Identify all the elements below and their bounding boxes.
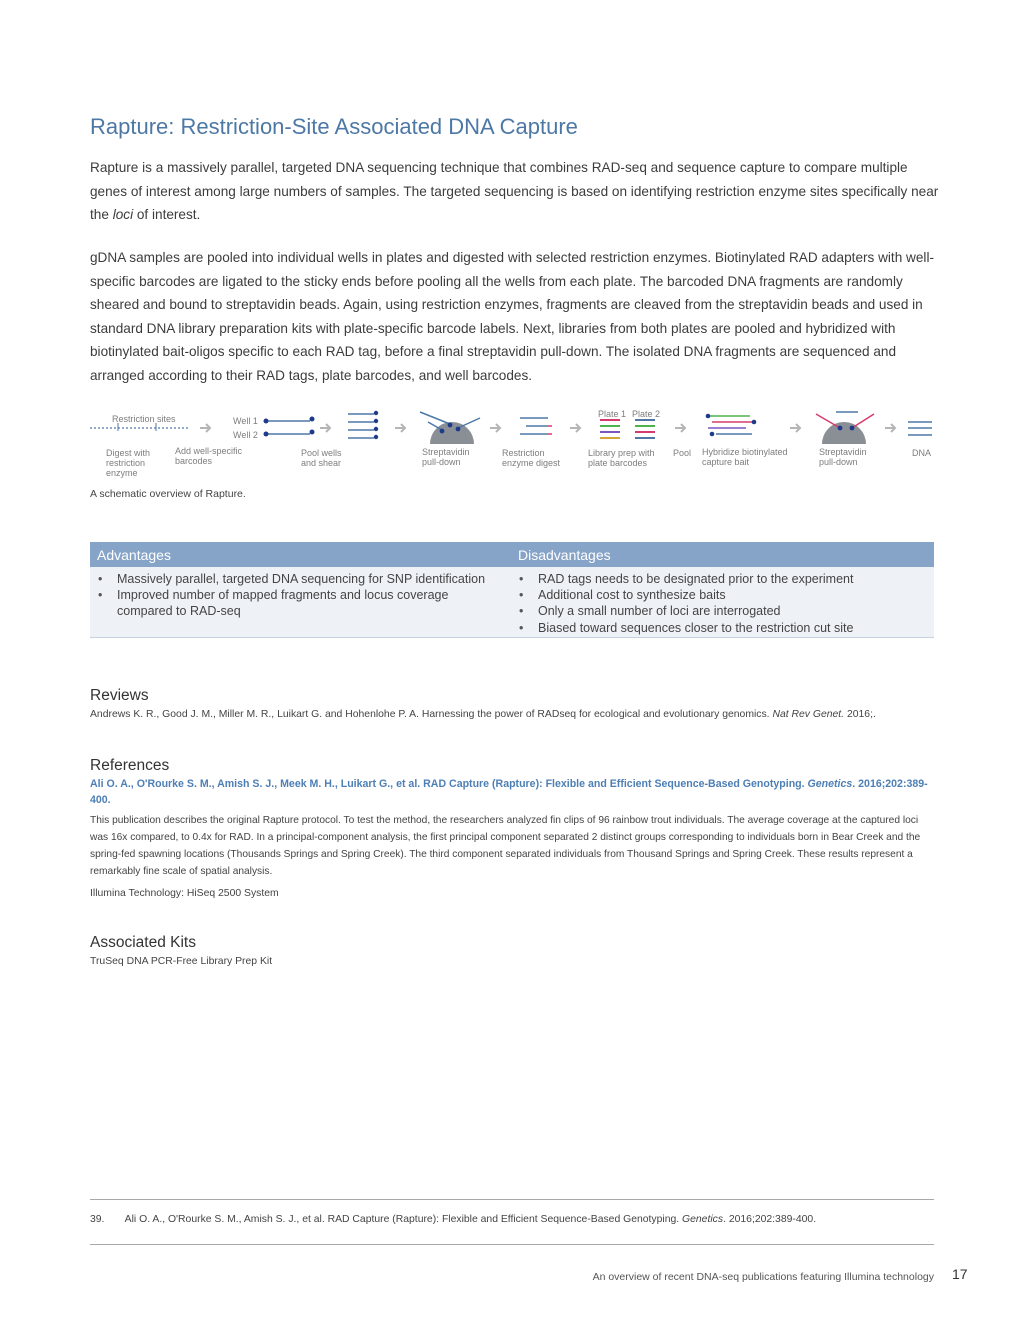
reference-summary: This publication describes the original Rapture protocol. To test the method, the researchers analyzed fin clips of 96 rainbow trout individuals. The average coverage at the captured loci was 16x compared, to 0.4x for RAD. In a principal-component analysis, the first principal component separated 2 distinct groups corresponding to individuals born in Bear Creek and the spring-fed spawning locations (Thousands Springs and Spring Creek). The third component separated individuals from Thousand Springs and Spring Creek. These results represent a remarkably fine scale of spatial analysis. [90, 815, 921, 877]
step-pulldown-2: Streptavidin pull-down [819, 447, 867, 467]
step-pulldown-1: Streptavidin pull-down [422, 447, 470, 467]
reference-technology: Illumina Technology: HiSeq 2500 System [90, 888, 279, 899]
schematic-graphic [90, 404, 940, 484]
rapture-schematic [90, 404, 940, 484]
reviews-heading: Reviews [90, 687, 149, 704]
reviews-citation: Andrews K. R., Good J. M., Miller M. R., Luikart G. and Hohenlohe P. A. Harnessing the power of RADseq for ecological and evolutionary genomics. Nat Rev Genet. 2016;. [90, 709, 876, 720]
list-item: • Additional cost to synthesize baits [511, 587, 931, 603]
step-dna: DNA [912, 448, 932, 458]
label-plate-1: Plate 1 [598, 409, 627, 419]
footer-text: An overview of recent DNA-seq publications featuring Illumina technology [592, 1271, 934, 1283]
list-item: • Only a small number of loci are interrogated [511, 603, 931, 619]
disadvantages-list [511, 571, 931, 636]
kits-text: TruSeq DNA PCR-Free Library Prep Kit [90, 956, 273, 967]
table-header [90, 542, 934, 567]
method-paragraph: gDNA samples are pooled into individual wells in plates and digested with selected restriction enzymes. Biotinylated RAD adapters with well-specific barcodes are ligated to the sticky ends before pooling all the wells from each plate. The barcoded DNA fragments are randomly sheared and bound to streptavidin beads. Again, using restriction enzymes, fragments are cleaved from the streptavidin beads and used in standard DNA library preparation kits with plate-specific barcode labels. Next, libraries from both plates are pooled and hybridized with biotinylated bait-oligos specific to each RAD tag, before a final streptavidin pull-down. The isolated DNA fragments are sequenced and arranged according to their RAD tags, plate barcodes, and well barcodes. [90, 250, 934, 383]
disadvantages-header: Disadvantages [518, 547, 611, 563]
step-barcodes: Add well-specific barcodes [175, 446, 243, 466]
footnote-divider [90, 1199, 934, 1200]
list-item: • RAD tags needs to be designated prior to the experiment [511, 571, 931, 587]
page-title: Rapture: Restriction-Site Associated DNA Capture [90, 114, 578, 139]
label-plate-2: Plate 2 [632, 409, 661, 419]
step-digest-2: Restriction enzyme digest [502, 448, 561, 468]
step-hybridize: Hybridize biotinylated capture bait [702, 447, 788, 467]
label-well-1: Well 1 [233, 416, 258, 426]
footer-divider [90, 1244, 934, 1245]
advantages-list [90, 571, 505, 620]
list-item: • Improved number of mapped fragments and locus coverage compared to RAD-seq [90, 587, 505, 619]
list-item: • Massively parallel, targeted DNA sequencing for SNP identification [90, 571, 505, 587]
intro-paragraph: Rapture is a massively parallel, targeted DNA sequencing technique that combines RAD-seq and sequence capture to compare multiple genes of interest among large numbers of samples. The targeted sequencing is based on identifying restriction enzyme sites specifically near the loci of interest. [90, 160, 939, 222]
page-number: 17 [952, 1266, 968, 1282]
references-heading: References [90, 757, 170, 774]
label-restriction-sites: Restriction sites [112, 414, 176, 424]
footnote: 39. Ali O. A., O'Rourke S. M., Amish S. J., et al. RAD Capture (Rapture): Flexible and Efficient Sequence-Based Genotyping. Genetics. 2016;202:389-400. [90, 1214, 817, 1225]
table-body [90, 567, 934, 638]
kits-heading: Associated Kits [90, 934, 196, 951]
step-digest: Digest with restriction enzyme [106, 448, 151, 478]
list-item: • Biased toward sequences closer to the restriction cut site [511, 620, 931, 636]
label-well-2: Well 2 [233, 430, 258, 440]
advantages-header: Advantages [97, 547, 171, 563]
step-pool: Pool [673, 448, 692, 458]
reference-title[interactable]: Ali O. A., O'Rourke S. M., Amish S. J., Meek M. H., Luikart G., et al. RAD Capture (Rapture): Flexible and Efficient Sequence-Based Genotyping. Genetics. 2016;202:389-400. [90, 778, 928, 806]
figure-caption: A schematic overview of Rapture. [90, 488, 246, 500]
step-libprep: Library prep with plate barcodes [588, 448, 655, 468]
advantages-table [90, 542, 934, 638]
step-pool-shear: Pool wells and shear [301, 448, 342, 468]
